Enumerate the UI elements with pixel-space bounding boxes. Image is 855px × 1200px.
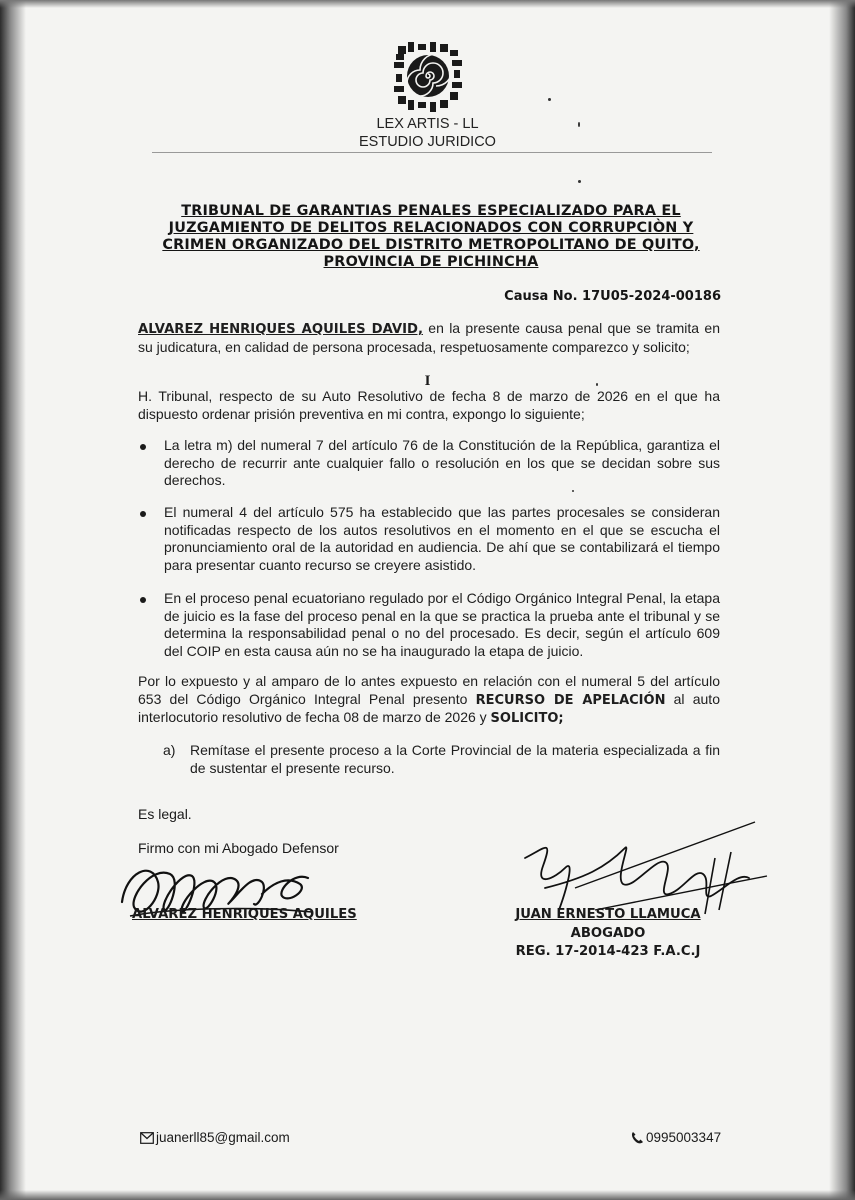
intro-paragraph [138,320,720,356]
conclusion-text-1: Por lo expuesto y al amparo de lo antes expuesto en relación con el numeral 5 del artículo 653 del Código Orgánico Integral Penal presento [138,673,720,707]
bullet-marker [140,597,146,603]
scan-speck [572,490,574,492]
party-name: ALVAREZ HENRIQUES AQUILES DAVID, [138,322,423,337]
contact-phone [630,1130,721,1145]
intro-text: en la presente causa penal que se tramita en su judicatura, en calidad de persona procesada, respetuosamente comparezco y solicito; [138,320,720,355]
scan-speck [578,122,580,127]
spiral-sun-logo [392,40,464,112]
request-label: SOLICITO; [490,711,564,726]
lawyer-title: ABOGADO [570,925,646,941]
paragraph-1: H. Tribunal, respecto de su Auto Resolutivo de fecha 8 de marzo de 2026 en el que ha dispuesto ordenar prisión preventiva en mi contra, expongo lo siguiente; [138,388,720,422]
lawyer-block [500,906,716,962]
firm-name: LEX ARTIS - LL [376,116,479,132]
scan-left-edge [0,0,26,1200]
phone-handset-icon [630,1131,644,1145]
legal-statement: Es legal. [138,806,192,822]
phone-text: 0995003347 [646,1130,722,1145]
firm-subtitle: ESTUDIO JURIDICO [359,134,496,150]
lawyer-name: JUAN ERNESTO LLAMUCA [515,907,701,922]
conclusion-text-2: al auto interlocutorio resolutivo de fecha 08 de marzo de 2026 y [138,690,720,725]
request-marker: a) [163,742,176,758]
court-heading: TRIBUNAL DE GARANTIAS PENALES ESPECIALIZADO PARA EL JUZGAMIENTO DE DELITOS RELACIONADOS CON CORRUPCIÒN Y CRIMEN ORGANIZADO DEL DISTRITO METROPOLITANO DE QUITO, PROVINCIA DE PICHINCHA [162,203,700,270]
request-item: Remítase el presente proceso a la Corte Provincial de la materia especializada a fin de sustentar el presente recurso. [190,742,720,776]
email-text: juanerll85@gmail.com [156,1130,290,1145]
scan-speck [578,180,581,183]
bullet-item-3: En el proceso penal ecuatoriano regulado por el Código Orgánico Integral Penal, la etapa de juicio es la fase del proceso penal en la que se practica la prueba ante el tribunal y se determina la responsabilidad penal o no del procesado. Es decir, según el artículo 609 del COIP en esta causa aún no se ha inaugurado la etapa de juicio. [164,590,720,659]
scan-top-edge [0,0,855,8]
lawyer-registration: REG. 17-2014-423 F.A.C.J [515,944,701,959]
scan-speck [548,98,551,101]
bullet-item-1: La letra m) del numeral 7 del artículo 76 de la Constitución de la República, garantiza el derecho de recurrir ante cualquier fallo o resolución en los que se decidan sobre sus derechos. [164,437,720,488]
conclusion-paragraph [138,673,720,728]
bullet-marker [140,444,146,450]
section-number: I [424,373,431,389]
header-divider [152,152,712,153]
case-number: Causa No. 17U05-2024-00186 [504,289,721,304]
bullet-item-2: El numeral 4 del artículo 575 ha establecido que las partes procesales se consideran notificadas respecto de los autos resolutivos en el momento en el que se escucha el pronunciamiento oral de la autoridad en audiencia. De ahí que se contabilizará el tiempo para presentar cuanto recurso se creyere asistido. [164,504,720,573]
appeal-label: RECURSO DE APELACIÓN [475,692,666,708]
bullet-marker [140,511,146,517]
client-name: ALVAREZ HENRIQUES AQUILES [132,907,357,922]
envelope-icon [140,1132,154,1144]
signature-intro: Firmo con mi Abogado Defensor [138,840,339,856]
contact-email [140,1130,290,1145]
scan-bottom-edge [0,1190,855,1200]
scan-right-edge [829,0,855,1200]
scan-speck [596,383,598,386]
